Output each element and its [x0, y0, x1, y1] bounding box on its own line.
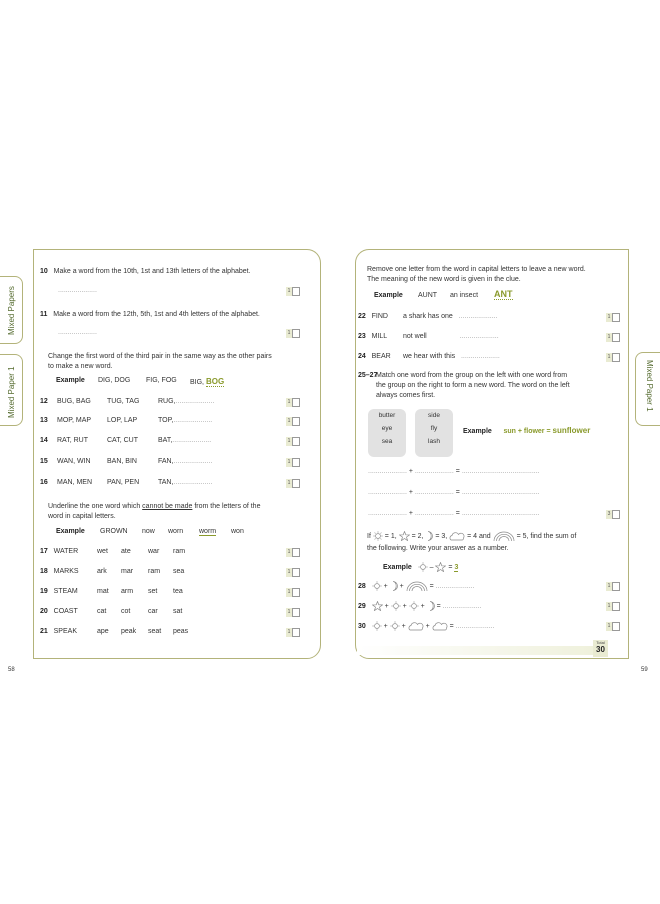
word-option[interactable]: set: [148, 588, 158, 595]
clue-22: a shark has one ....................: [403, 313, 498, 320]
cloud-icon: [449, 532, 465, 541]
example-underline-label: Example: [56, 528, 85, 535]
question-12: 12: [40, 398, 48, 405]
question-20: 20 COAST: [40, 608, 78, 615]
word-option[interactable]: war: [148, 548, 160, 555]
clue-24: we hear with this ....................: [403, 353, 500, 360]
example-word: GROWN: [100, 528, 128, 535]
question-30: 30 + + + = ....................: [358, 622, 495, 630]
question-21: 21 SPEAK: [40, 628, 77, 635]
sun-icon: [409, 601, 419, 611]
question-28: 28 + + = ....................: [358, 582, 475, 590]
footer-band: [357, 646, 607, 655]
word-option[interactable]: ate: [121, 548, 131, 555]
example-option: worn: [168, 528, 184, 535]
moon-icon: [425, 531, 433, 541]
page-number-right: 59: [641, 667, 648, 673]
example-pair-3: BIG, BOG: [190, 377, 225, 386]
symbol-values: If = 1, = 2, = 3, = 4 and = 5, find the sum of: [367, 532, 577, 540]
word-option[interactable]: sat: [173, 608, 183, 615]
word-group-left: [368, 409, 406, 457]
mark-box-12: 1: [286, 398, 299, 407]
pair-b: PAN, PEN: [107, 479, 140, 486]
mark-box-29: 1: [606, 602, 619, 611]
mark-box-10: 1: [286, 287, 299, 296]
example-pair-1: DIG, DOG: [98, 377, 131, 384]
match-answer-line-2[interactable]: .................... + .................... = ........................................: [368, 489, 540, 496]
sun-icon: [372, 581, 382, 591]
pair-b: BAN, BIN: [107, 458, 137, 465]
pair-b: TUG, TAG: [107, 398, 140, 405]
mark-box-16: 1: [286, 479, 299, 488]
example-remove-word: AUNT: [418, 292, 438, 299]
sun-icon: [390, 621, 400, 631]
instruction-match: Match one word from the group on the left with one word from the group on the right to form a new word. The word on the left always comes first.: [376, 372, 570, 399]
pair-c: TAN,....................: [158, 479, 213, 486]
word-option[interactable]: mar: [121, 568, 134, 575]
example-answer-bog: BOG: [205, 377, 225, 386]
star-icon: [435, 562, 446, 572]
question-22: 22 FIND: [358, 313, 388, 320]
instruction-remove-letter: Remove one letter from the word in capital letters to leave a new word. The meaning of the new word is given in the clue.: [367, 266, 586, 283]
word-option[interactable]: ape: [97, 628, 109, 635]
example-match: Example sun + flower = sunflower: [463, 426, 591, 435]
example-pair-2: FIG, FOG: [146, 377, 177, 384]
example-remove-answer: ANT: [494, 289, 513, 299]
pair-a: BUG, BAG: [57, 398, 91, 405]
pair-a: MAN, MEN: [57, 479, 92, 486]
mark-box-22: 1: [606, 313, 619, 322]
question-29: 29 + + + = ....................: [358, 602, 482, 610]
question-25-27: 25–27: [358, 372, 378, 379]
sun-icon: [373, 531, 383, 541]
group-word: side: [428, 412, 440, 419]
mark-box-20: 1: [286, 608, 299, 617]
rainbow-icon: [406, 581, 428, 591]
question-24: 24 BEAR: [358, 353, 391, 360]
moon-icon: [390, 581, 398, 591]
answer-line-11[interactable]: ....................: [58, 329, 97, 336]
rainbow-icon: [493, 531, 515, 541]
word-option[interactable]: tea: [173, 588, 183, 595]
question-14: 14: [40, 437, 48, 444]
question-17: 17 WATER: [40, 548, 79, 555]
question-23: 23 MILL: [358, 333, 388, 340]
example-option: now: [142, 528, 155, 535]
word-option[interactable]: ram: [173, 548, 186, 555]
instruction-underline: Underline the one word which cannot be made from the letters of the word in capital letters.: [48, 503, 261, 520]
sun-icon: [391, 601, 401, 611]
example-remove-label: Example: [374, 292, 403, 299]
moon-icon: [427, 601, 435, 611]
question-11: 11 Make a word from the 12th, 5th, 1st and 4th letters of the alphabet.: [40, 311, 260, 318]
mark-box-13: 1: [286, 417, 299, 426]
question-19: 19 STEAM: [40, 588, 78, 595]
side-tab-label-mixed-paper-1-right: Mixed Paper 1: [645, 360, 654, 412]
mark-box-24: 1: [606, 353, 619, 362]
example-change-word: Example: [56, 377, 85, 384]
pair-c: TOP,....................: [158, 417, 213, 424]
word-option[interactable]: arm: [121, 588, 134, 595]
word-option[interactable]: peak: [121, 628, 137, 635]
pair-a: RAT, RUT: [57, 437, 88, 444]
mark-box-17: 1: [286, 548, 299, 557]
side-tab-label-mixed-papers: Mixed Papers: [7, 286, 16, 335]
group-word: butter: [378, 412, 396, 419]
word-option[interactable]: ram: [148, 568, 161, 575]
example-option: won: [231, 528, 244, 535]
word-option[interactable]: cat: [97, 608, 107, 615]
word-option[interactable]: ark: [97, 568, 107, 575]
pair-b: LOP, LAP: [107, 417, 138, 424]
mark-box-23: 1: [606, 333, 619, 342]
mark-box-25-27: 3: [606, 510, 619, 519]
cloud-icon: [408, 622, 424, 631]
pair-b: CAT, CUT: [107, 437, 138, 444]
example-option-underlined: worm: [199, 528, 217, 535]
symbol-example: Example – = 3: [383, 563, 459, 571]
star-icon: [372, 601, 383, 611]
page-number-left: 58: [8, 667, 15, 673]
group-word: lash: [428, 438, 440, 445]
word-option[interactable]: mat: [97, 588, 109, 595]
total-score-box: Total 30: [593, 640, 608, 657]
mark-box-19: 1: [286, 588, 299, 597]
pair-a: WAN, WIN: [57, 458, 91, 465]
mark-box-28: 1: [606, 582, 619, 591]
question-18: 18 MARKS: [40, 568, 79, 575]
word-option[interactable]: peas: [173, 628, 189, 635]
mark-box-15: 1: [286, 458, 299, 467]
question-13: 13: [40, 417, 48, 424]
mark-box-14: 1: [286, 437, 299, 446]
question-16: 16: [40, 479, 48, 486]
sun-icon: [418, 562, 428, 572]
star-icon: [399, 531, 410, 541]
group-word: fly: [430, 425, 438, 432]
cloud-icon: [432, 622, 448, 631]
word-option[interactable]: car: [148, 608, 158, 615]
mark-box-21: 1: [286, 628, 299, 637]
word-group-right: [415, 409, 453, 457]
mark-box-30: 1: [606, 622, 619, 631]
word-option[interactable]: wet: [97, 548, 108, 555]
clue-23: not well ....................: [403, 333, 499, 340]
word-option[interactable]: sea: [173, 568, 185, 575]
match-answer-line-1[interactable]: .................... + .................... = ........................................: [368, 468, 540, 475]
question-15: 15: [40, 458, 48, 465]
match-answer-line-3[interactable]: .................... + .................... = ........................................: [368, 510, 540, 517]
instruction-change-word: Change the first word of the third pair in the same way as the other pairs to make a new word.: [48, 353, 272, 370]
side-tab-label-mixed-paper-1-left: Mixed Paper 1: [7, 366, 16, 418]
symbol-instruction: the following. Write your answer as a number.: [367, 545, 509, 552]
mark-box-11: 1: [286, 329, 299, 338]
group-word: sea: [381, 438, 393, 445]
pair-c: RUG,....................: [158, 398, 215, 405]
group-word: eye: [381, 425, 393, 432]
question-10: 10 Make a word from the 10th, 1st and 13th letters of the alphabet.: [40, 268, 251, 275]
mark-box-18: 1: [286, 568, 299, 577]
answer-line-10[interactable]: ....................: [58, 287, 97, 294]
sun-icon: [372, 621, 382, 631]
word-option[interactable]: cot: [121, 608, 131, 615]
example-remove-clue: an insect: [450, 292, 479, 299]
pair-c: BAT,....................: [158, 437, 212, 444]
word-option[interactable]: seat: [148, 628, 162, 635]
pair-a: MOP, MAP: [57, 417, 92, 424]
pair-c: FAN,....................: [158, 458, 213, 465]
